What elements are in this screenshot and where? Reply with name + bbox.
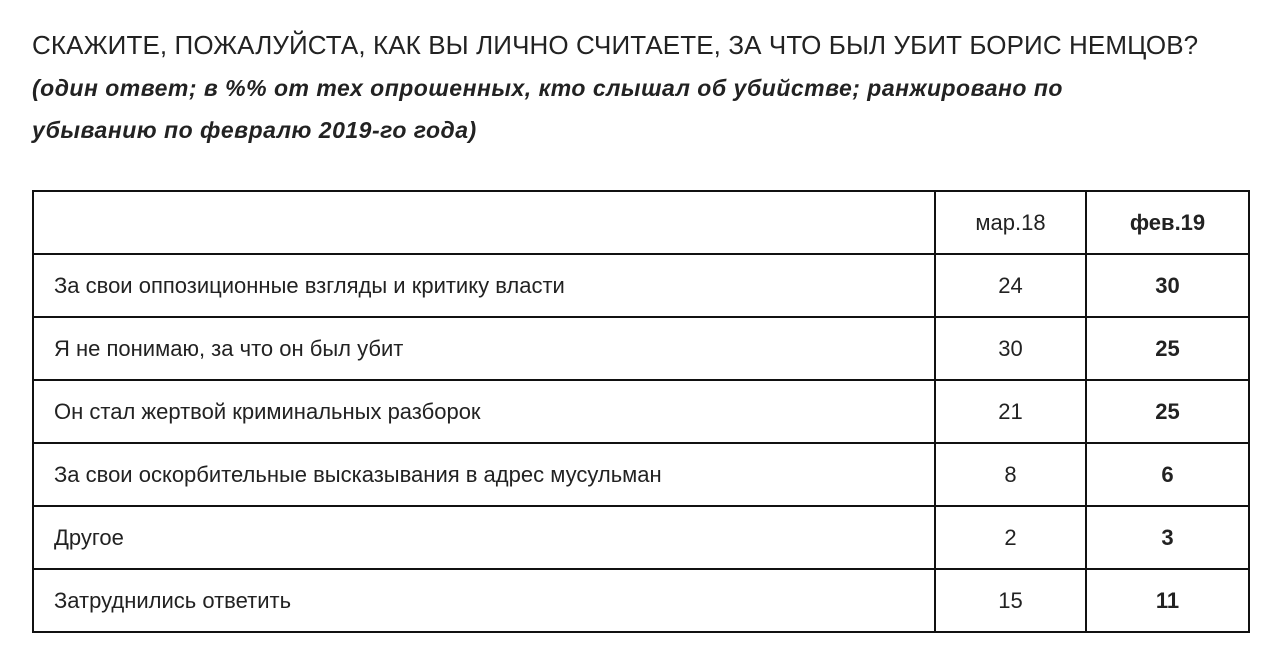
value-feb19: 25 bbox=[1086, 317, 1249, 380]
value-feb19: 30 bbox=[1086, 254, 1249, 317]
header-feb19: фев.19 bbox=[1086, 191, 1249, 254]
header-mar18: мар.18 bbox=[935, 191, 1086, 254]
value-mar18: 30 bbox=[935, 317, 1086, 380]
value-mar18: 8 bbox=[935, 443, 1086, 506]
value-feb19: 3 bbox=[1086, 506, 1249, 569]
table-row bbox=[33, 380, 1249, 443]
row-label: Другое bbox=[33, 506, 935, 569]
table-row bbox=[33, 569, 1249, 632]
value-feb19: 6 bbox=[1086, 443, 1249, 506]
value-mar18: 24 bbox=[935, 254, 1086, 317]
question-note-line-1: (один ответ; в %% от тех опрошенных, кто слышал об убийстве; ранжировано по bbox=[32, 75, 1063, 101]
header-row bbox=[33, 191, 1249, 254]
row-label: Затруднились ответить bbox=[33, 569, 935, 632]
value-feb19: 11 bbox=[1086, 569, 1249, 632]
row-label: Я не понимаю, за что он был убит bbox=[33, 317, 935, 380]
table-row bbox=[33, 443, 1249, 506]
value-mar18: 21 bbox=[935, 380, 1086, 443]
question-title: СКАЖИТЕ, ПОЖАЛУЙСТА, КАК ВЫ ЛИЧНО СЧИТАЕТЕ, ЗА ЧТО БЫЛ УБИТ БОРИС НЕМЦОВ? bbox=[32, 30, 1199, 60]
table-row bbox=[33, 254, 1249, 317]
value-mar18: 15 bbox=[935, 569, 1086, 632]
row-label: За свои оппозиционные взгляды и критику власти bbox=[33, 254, 935, 317]
value-feb19: 25 bbox=[1086, 380, 1249, 443]
row-label: Он стал жертвой криминальных разборок bbox=[33, 380, 935, 443]
table-row bbox=[33, 317, 1249, 380]
header-empty-cell bbox=[33, 191, 935, 254]
poll-table bbox=[32, 190, 1250, 633]
question-note bbox=[32, 67, 1264, 151]
table-row bbox=[33, 506, 1249, 569]
question-note-line-2: убыванию по февралю 2019-го года) bbox=[32, 117, 477, 143]
value-mar18: 2 bbox=[935, 506, 1086, 569]
row-label: За свои оскорбительные высказывания в адрес мусульман bbox=[33, 443, 935, 506]
